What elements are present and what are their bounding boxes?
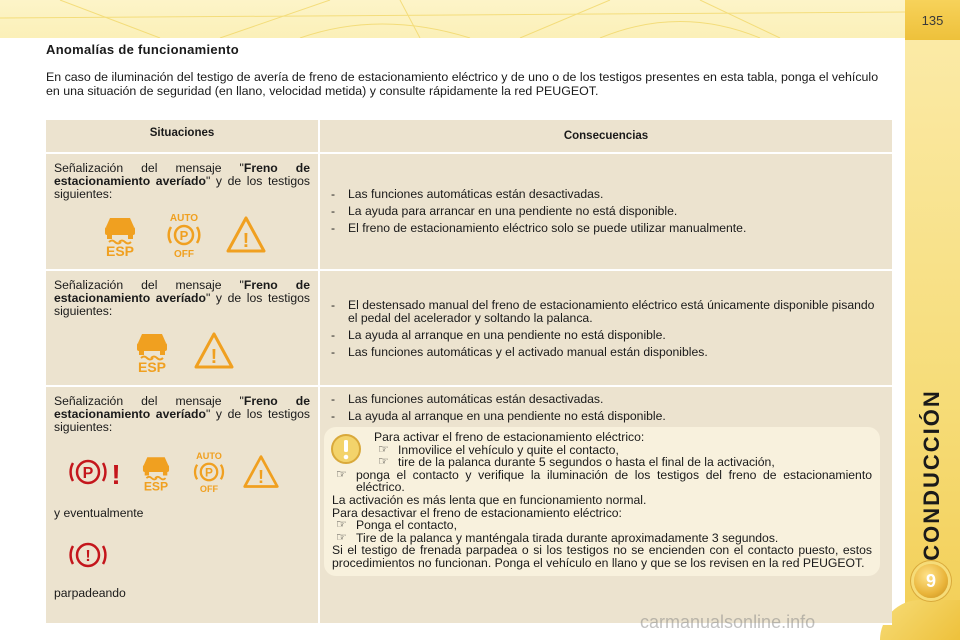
- chapter-badge: 9: [914, 564, 948, 598]
- svg-text:AUTO: AUTO: [169, 213, 199, 224]
- list-item: ☞ Ponga el contacto,: [332, 519, 872, 532]
- list-item: - La ayuda al arranque en una pendiente no está disponible.: [328, 329, 884, 342]
- flashing-label: parpadeando: [54, 586, 126, 600]
- and-eventually-label: y eventualmente: [54, 506, 144, 520]
- chapter-title: CONDUCCIÓN: [919, 389, 944, 561]
- table-row: [46, 271, 892, 387]
- brake-warning-icon: [68, 538, 108, 572]
- auto-parking-off-icon: [188, 448, 230, 496]
- warning-lights-group: [54, 328, 310, 374]
- svg-text:!: !: [257, 466, 265, 487]
- esp-icon: [129, 328, 175, 374]
- situation-text: Señalización del mensaje "Freno de estacionamiento averíado" y de los testigos siguientes:: [54, 394, 310, 434]
- list-item: ☞ Tire de la palanca y manténgala tirada durante aproximadamente 3 segundos.: [332, 532, 872, 545]
- consequences-list: [328, 188, 884, 235]
- svg-text:AUTO: AUTO: [196, 451, 222, 462]
- esp-icon: [97, 212, 143, 258]
- svg-text:!: !: [242, 230, 250, 252]
- deactivate-title: Para desactivar el freno de estacionamiento eléctrico:: [332, 505, 622, 520]
- header-decoration: [0, 0, 905, 38]
- svg-text:ESP: ESP: [137, 359, 167, 374]
- activation-slower-text: La activación es más lenta que en funcionamiento normal.: [332, 492, 647, 507]
- list-item: - Las funciones automáticas y el activado manual están disponibles.: [328, 346, 884, 359]
- section-title: Anomalías de funcionamiento: [46, 42, 240, 57]
- svg-text:OFF: OFF: [174, 249, 194, 259]
- svg-text:P: P: [82, 465, 94, 482]
- warning-triangle-icon: [193, 331, 235, 371]
- svg-text:P: P: [205, 465, 213, 480]
- svg-text:ESP: ESP: [143, 479, 169, 494]
- list-item: - Las funciones automáticas están desactivadas.: [328, 188, 884, 201]
- list-item: - El destensado manual del freno de estacionamiento eléctrico está únicamente disponible pisando el pedal del acelerador y soltando la palanca.: [328, 299, 884, 325]
- svg-text:!: !: [210, 346, 218, 368]
- svg-text:!: !: [111, 459, 121, 490]
- list-item: - La ayuda al arranque en una pendiente no está disponible.: [328, 410, 884, 423]
- warning-lights-group: [54, 448, 310, 496]
- warning-lights-group: [54, 211, 310, 259]
- corner-decoration: [880, 600, 960, 640]
- warning-text: Si el testigo de frenada parpadea o si los testigos no se encienden con el contacto puesto, estos procedimientos no funcionan. Ponga el vehículo en llano y que se los revisen en la red PEUGEOT.: [332, 543, 872, 570]
- list-item: ☞ ponga el contacto y verifique la iluminación de los testigos del freno de estacionamiento eléctrico.: [332, 469, 872, 494]
- situation-text: Señalización del mensaje "Freno de estacionamiento averíado" y de los testigos siguientes:: [54, 161, 310, 201]
- svg-text:P: P: [179, 228, 189, 243]
- header-band: [0, 0, 905, 38]
- header-situations: Situaciones: [46, 120, 320, 152]
- consequences-list: [328, 393, 884, 423]
- svg-text:!: !: [85, 548, 91, 565]
- list-item: ☞ tire de la palanca durante 5 segundos o hasta el final de la activación,: [332, 456, 872, 469]
- parking-brake-fault-icon: [68, 452, 124, 492]
- consequences-list: [328, 299, 884, 359]
- svg-text:OFF: OFF: [199, 484, 219, 495]
- header-consequences: Consecuencias: [563, 130, 649, 142]
- table-row: [46, 154, 892, 271]
- warning-triangle-icon: [225, 215, 267, 255]
- procedure-note: [324, 427, 880, 576]
- table-header-row: [46, 120, 892, 154]
- list-item: - El freno de estacionamiento eléctrico solo se puede utilizar manualmente.: [328, 222, 884, 235]
- watermark: carmanualsonline.info: [640, 612, 816, 632]
- auto-parking-off-icon: [161, 211, 207, 259]
- activate-title: Para activar el freno de estacionamiento eléctrico:: [374, 430, 645, 444]
- anomalies-table: [46, 120, 892, 625]
- list-item: ☞ Inmovilice el vehículo y quite el contacto,: [332, 444, 872, 457]
- list-item: - La ayuda para arrancar en una pendiente no está disponible.: [328, 205, 884, 218]
- table-row: [46, 387, 892, 625]
- situation-text: Señalización del mensaje "Freno de estacionamiento averíado" y de los testigos siguientes:: [54, 278, 310, 318]
- svg-text:ESP: ESP: [105, 243, 135, 258]
- list-item: - Las funciones automáticas están desactivadas.: [328, 393, 884, 406]
- warning-triangle-icon: [242, 453, 280, 491]
- esp-icon: [136, 449, 176, 495]
- page-number: 135: [905, 0, 960, 40]
- section-intro: En caso de iluminación del testigo de avería de freno de estacionamiento eléctrico y de uno o de los testigos presentes en esta tabla, ponga el vehículo en una situación de seguridad (en llano, velocidad metida) y consulte rápidamente la red PEUGEOT.: [46, 70, 879, 98]
